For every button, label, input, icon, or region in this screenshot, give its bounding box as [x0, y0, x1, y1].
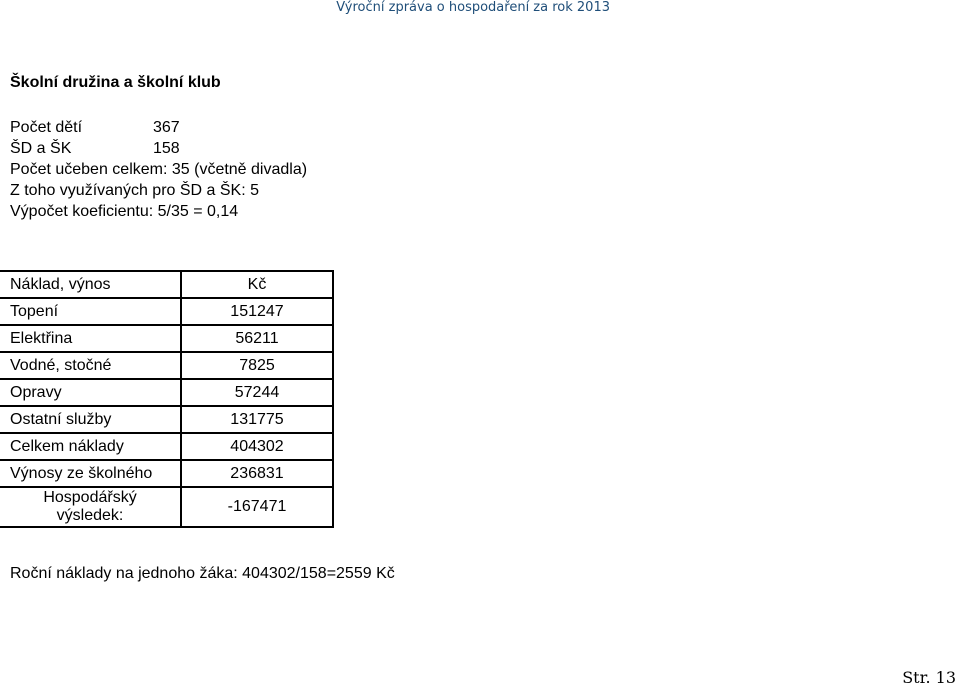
info-value: 158	[153, 140, 180, 157]
row-label: Celkem náklady	[0, 433, 181, 460]
annual-cost-per-pupil: Roční náklady na jednoho žáka: 404302/158=2559 Kč	[10, 565, 395, 582]
table-header-row	[0, 271, 333, 298]
page-number: Str. 13	[902, 668, 956, 687]
table-result-row	[0, 487, 333, 527]
info-value: 367	[153, 119, 180, 136]
row-value: 56211	[181, 325, 333, 352]
result-label-line2: výsledek:	[56, 507, 124, 524]
result-value: -167471	[181, 487, 333, 527]
row-label: Topení	[0, 298, 181, 325]
result-label	[0, 487, 181, 527]
table-row	[0, 433, 333, 460]
table-row	[0, 352, 333, 379]
row-value: 151247	[181, 298, 333, 325]
table-row	[0, 298, 333, 325]
info-line-used-classrooms: Z toho využívaných pro ŠD a ŠK: 5	[10, 182, 260, 199]
info-line-coefficient: Výpočet koeficientu: 5/35 = 0,14	[10, 203, 239, 220]
info-label: Počet dětí	[10, 119, 83, 136]
section-title: Školní družina a školní klub	[10, 74, 221, 91]
cost-table	[0, 270, 334, 528]
table-row	[0, 406, 333, 433]
row-value: 57244	[181, 379, 333, 406]
info-block	[10, 117, 307, 222]
table-row	[0, 379, 333, 406]
info-line-classrooms: Počet učeben celkem: 35 (včetně divadla)	[10, 161, 308, 178]
table-row	[0, 460, 333, 487]
row-label: Výnosy ze školného	[0, 460, 181, 487]
row-value: 404302	[181, 433, 333, 460]
info-line-sd-sk	[10, 138, 307, 159]
row-value: 236831	[181, 460, 333, 487]
result-label-line1: Hospodářský	[43, 489, 137, 506]
table-header-value: Kč	[181, 271, 333, 298]
row-label: Opravy	[0, 379, 181, 406]
row-value: 7825	[181, 352, 333, 379]
info-line-children-count	[10, 117, 307, 138]
row-label: Vodné, stočné	[0, 352, 181, 379]
row-value: 131775	[181, 406, 333, 433]
page-header: Výroční zpráva o hospodaření za rok 2013	[336, 0, 610, 15]
row-label: Ostatní služby	[0, 406, 181, 433]
row-label: Elektřina	[0, 325, 181, 352]
info-label: ŠD a ŠK	[10, 140, 72, 157]
table-row	[0, 325, 333, 352]
table-header-label: Náklad, výnos	[0, 271, 181, 298]
